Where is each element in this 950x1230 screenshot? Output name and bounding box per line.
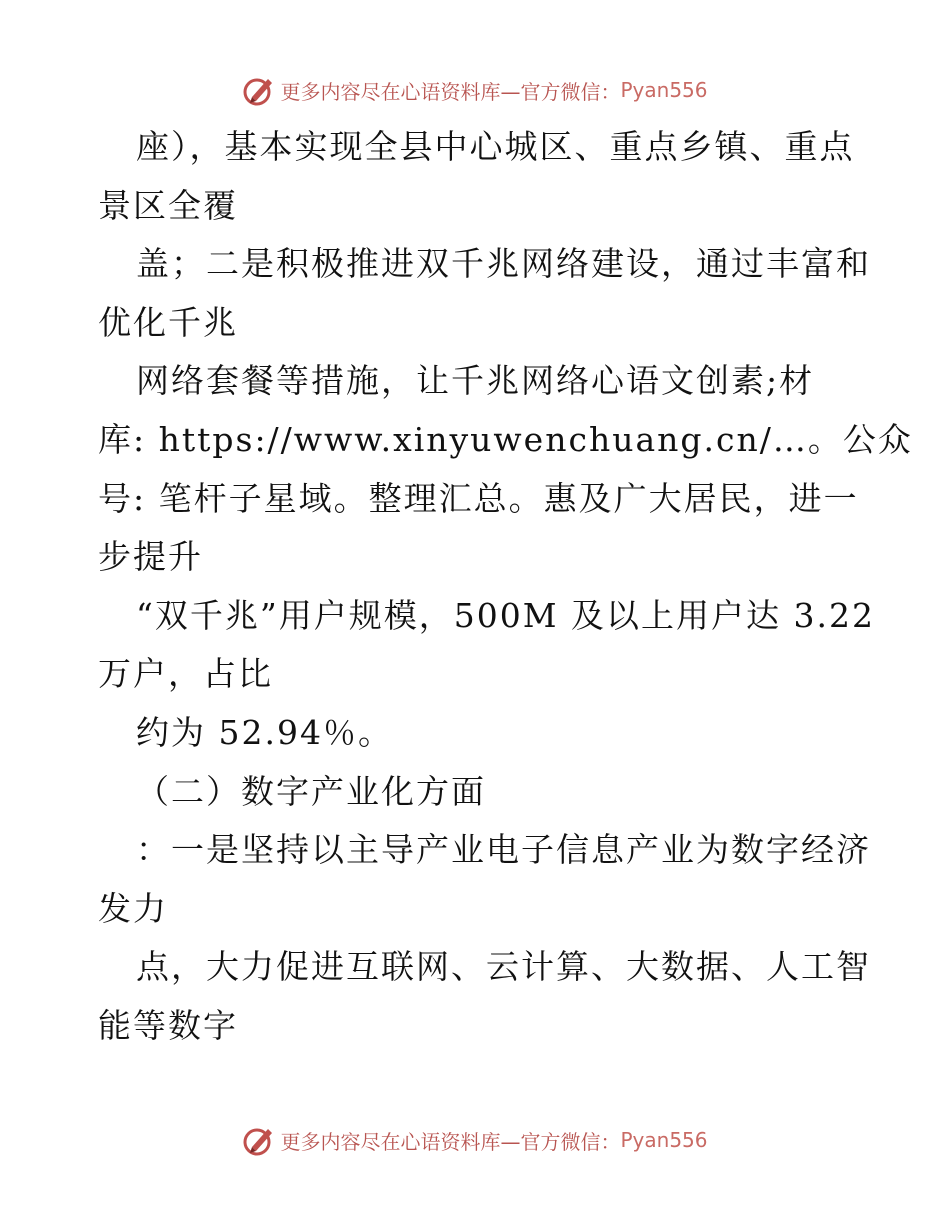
footer-banner xyxy=(0,1120,950,1160)
header-banner xyxy=(0,70,950,110)
header-text: 更多内容尽在心语资料库—官方微信： xyxy=(280,79,621,104)
text-line: “双千兆”用户规模，500M 及以上用户达 3.22 xyxy=(136,595,875,635)
text-line: 步提升 xyxy=(98,537,203,577)
text-line: 点，大力促进互联网、云计算、大数据、人工智 xyxy=(136,947,871,987)
text-line: 库: https://www.xinyuwenchuang.cn/…。公众 xyxy=(98,419,913,459)
text-line: 盖；二是积极推进双千兆网络建设，通过丰富和 xyxy=(136,244,871,284)
text-line: 万户，占比 xyxy=(98,654,273,694)
text-line: 能等数字 xyxy=(98,1005,238,1045)
text-line: 优化千兆 xyxy=(98,302,238,342)
text-line: 座），基本实现全县中心城区、重点乡镇、重点 xyxy=(136,127,855,166)
footer-text: 更多内容尽在心语资料库—官方微信： xyxy=(280,1129,621,1154)
text-line: 景区全覆 xyxy=(98,185,238,225)
text-line: 号: 笔杆子星域。整理汇总。惠及广大居民，进一 xyxy=(98,478,859,518)
text-line: （二）数字产业化方面 xyxy=(136,771,486,811)
text-line: ：一是坚持以主导产业电子信息产业为数字经济 xyxy=(136,830,871,870)
text-line: 约为 52.94％。 xyxy=(136,712,393,752)
document-body xyxy=(98,118,913,1056)
pen-logo-icon xyxy=(242,1123,276,1157)
header-wechat-id: Pyan556 xyxy=(620,78,708,102)
text-line: 发力 xyxy=(98,888,168,928)
text-line: 网络套餐等措施，让千兆网络心语文创素;材 xyxy=(136,361,815,401)
footer-wechat-id: Pyan556 xyxy=(620,1128,708,1152)
pen-logo-icon xyxy=(242,73,276,107)
